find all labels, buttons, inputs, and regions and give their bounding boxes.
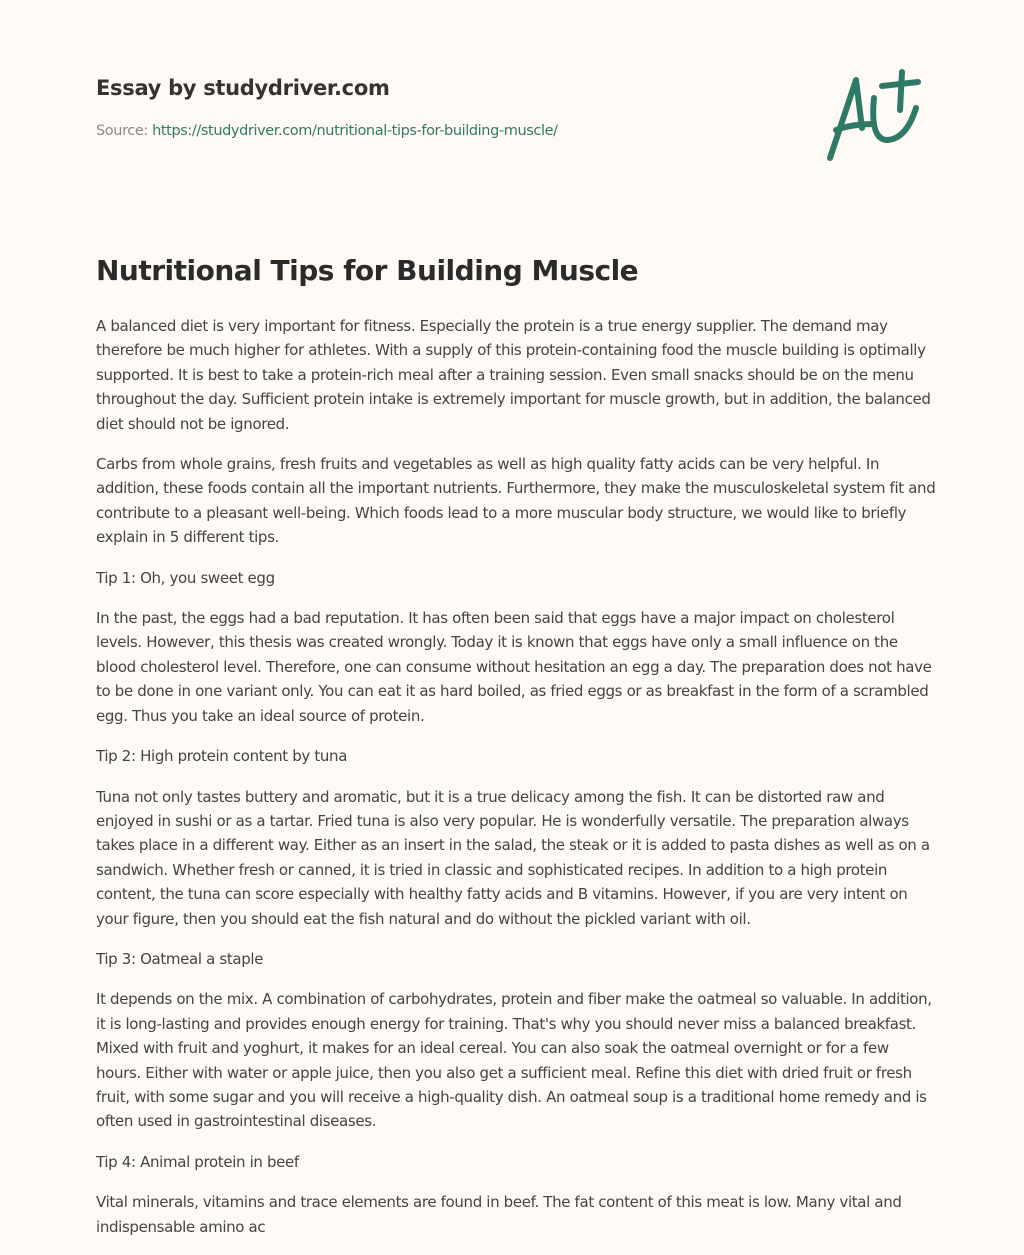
site-brand: Essay by studydriver.com bbox=[96, 76, 390, 100]
tip-heading: Tip 4: Animal protein in beef bbox=[96, 1152, 299, 1171]
tip-heading: Tip 1: Oh, you sweet egg bbox=[96, 568, 275, 587]
source-link[interactable]: https://studydriver.com/nutritional-tips-for-building-muscle/ bbox=[152, 123, 558, 139]
paragraph: Carbs from whole grains, fresh fruits and vegetables as well as high quality fatty acids can be very helpful. In addition, these foods contain all the important nutrients. Furthermore, they make the musculoskeletal system fit and contribute to a pleasant well-being. Which foods lead to a more muscular body structure, we would like to briefly explain in 5 different tips. bbox=[96, 455, 936, 547]
tip-heading: Tip 3: Oatmeal a staple bbox=[96, 949, 264, 968]
paragraph: Vital minerals, vitamins and trace elements are found in beef. The fat content of this meat is low. Many vital and indispensable amino ac bbox=[96, 1193, 902, 1236]
source-label: Source: bbox=[96, 123, 148, 139]
essay-body bbox=[96, 314, 936, 1255]
paragraph: A balanced diet is very important for fitness. Especially the protein is a true energy supplier. The demand may therefore be much higher for athletes. With a supply of this protein-containing food the muscle building is optimally supported. It is best to take a protein-rich meal after a training session. Even small snacks should be on the menu throughout the day. Sufficient protein intake is extremely important for muscle growth, but in addition, the balanced diet should not be ignored. bbox=[96, 317, 931, 433]
paragraph: In the past, the eggs had a bad reputation. It has often been said that eggs have a major impact on cholesterol levels. However, this thesis was created wrongly. Today it is known that eggs have only a small influence on the blood cholesterol level. Therefore, one can consume without hesitation an egg a day. The preparation does not have to be done in one variant only. You can eat it as hard boiled, as fried eggs or as breakfast in the form of a scrambled egg. Thus you take an ideal source of protein. bbox=[96, 609, 932, 725]
page-title: Nutritional Tips for Building Muscle bbox=[96, 254, 639, 287]
a-plus-logo-icon bbox=[822, 68, 926, 164]
paragraph: Tuna not only tastes buttery and aromatic, but it is a true delicacy among the fish. It can be distorted raw and enjoyed in sushi or as a tartar. Fried tuna is also very popular. He is wonderfully versatile. The preparation always takes place in a different way. Either as an insert in the salad, the steak or it is added to pasta dishes as well as on a sandwich. Whether fresh or canned, it is tried in classic and sophisticated recipes. In addition to a high protein content, the tuna can score especially with healthy fatty acids and B vitamins. However, if you are very intent on your figure, then you should eat the fish natural and do without the pickled variant with oil. bbox=[96, 787, 930, 928]
tip-heading: Tip 2: High protein content by tuna bbox=[96, 747, 348, 766]
paragraph: It depends on the mix. A combination of carbohydrates, protein and fiber make the oatmeal so valuable. In addition, it is long-lasting and provides enough energy for training. That's why you should never miss a balanced breakfast. Mixed with fruit and yoghurt, it makes for an ideal cereal. You can also soak the oatmeal overnight or for a few hours. Either with water or apple juice, then you also get a sufficient meal. Refine this diet with dried fruit or fresh fruit, with some sugar and you will receive a high-quality dish. An oatmeal soup is a traditional home remedy and is often used in gastrointestinal diseases. bbox=[96, 990, 932, 1131]
source-line bbox=[96, 123, 558, 139]
